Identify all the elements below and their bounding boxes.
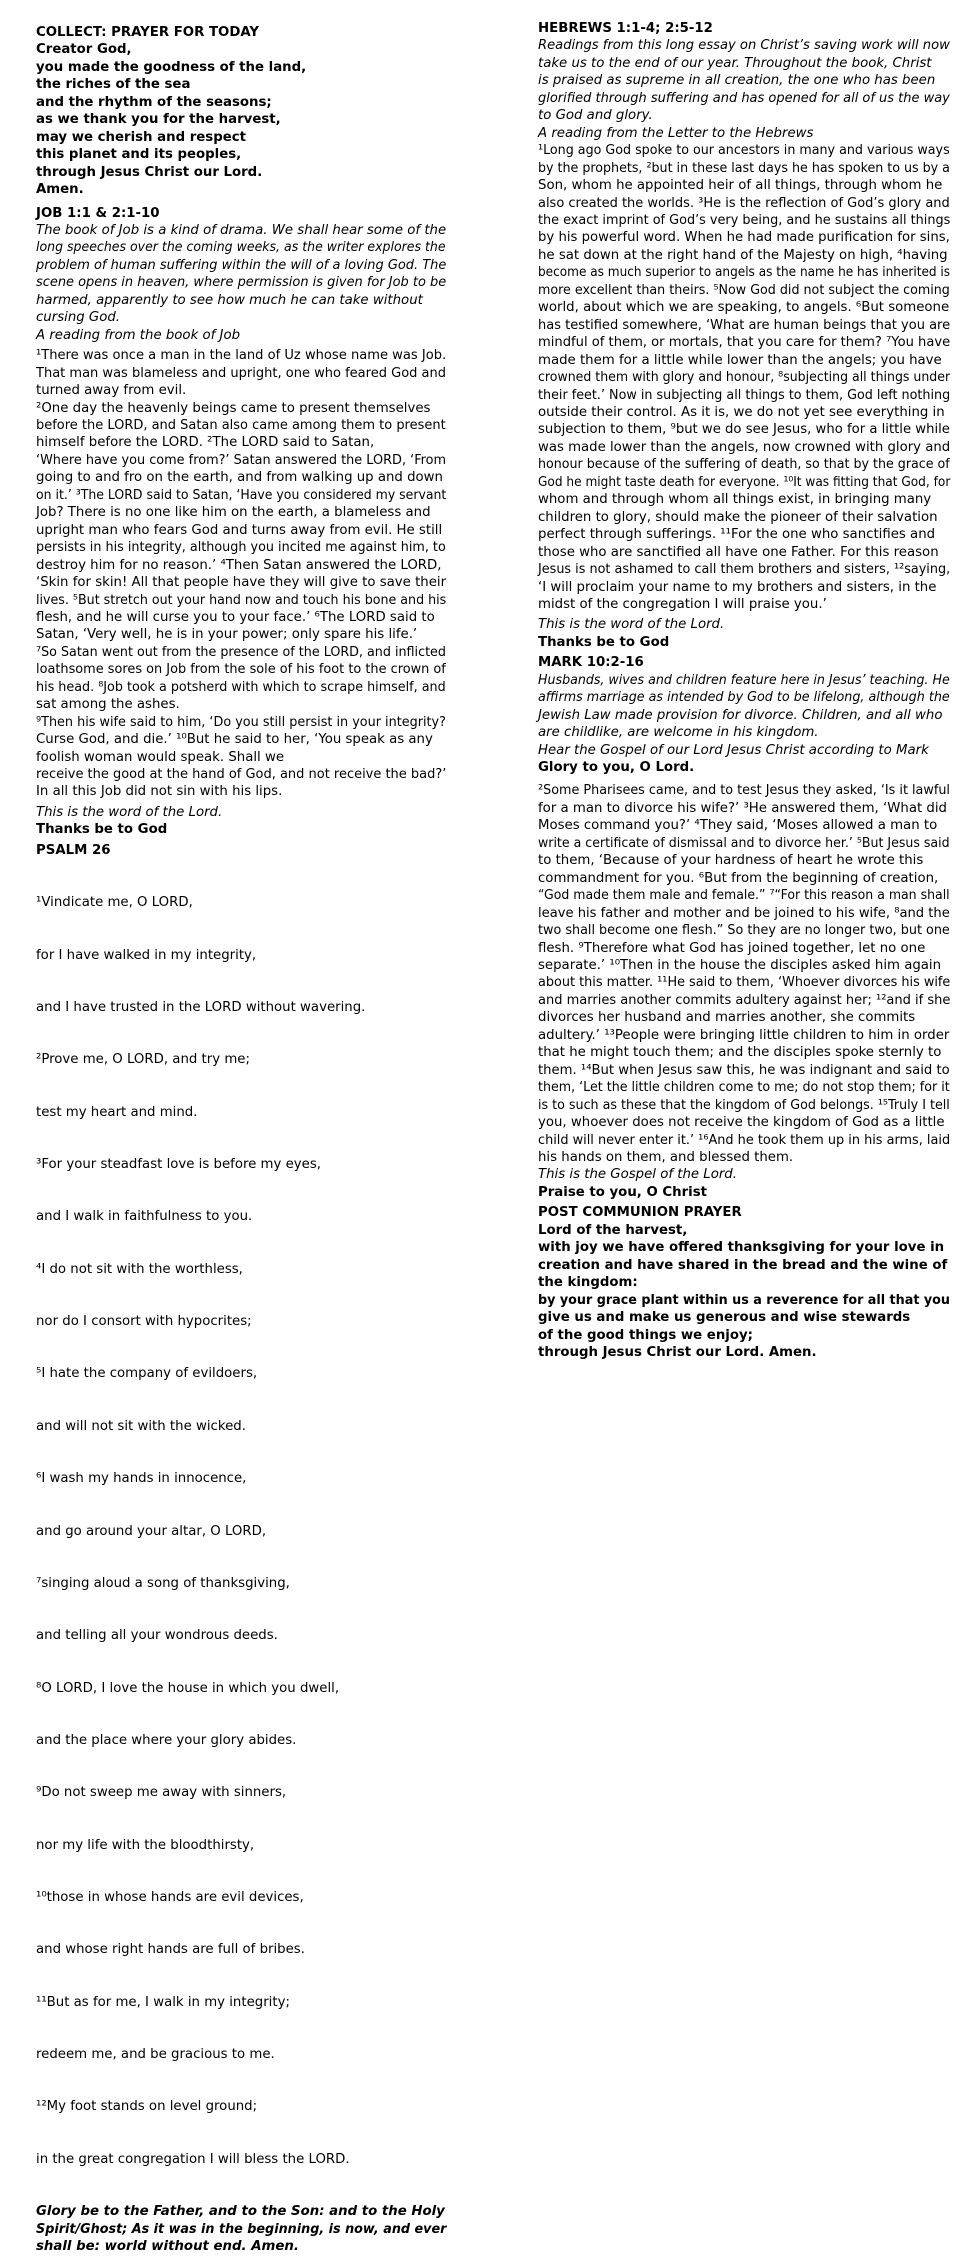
reading-line: separate.’ ¹⁰Then in the house the disciples asked him again xyxy=(538,958,942,974)
reading-line: flesh, and he will curse you to your face.’ ⁶The LORD said to xyxy=(36,609,435,625)
psalm-line: ¹Vindicate me, O LORD, xyxy=(36,895,193,911)
prayer-line: through Jesus Christ our Lord. xyxy=(36,164,263,180)
collect-section xyxy=(36,24,446,199)
reading-line: is to such as these that the kingdom of God belongs. ¹⁵Truly I tell xyxy=(538,1097,950,1113)
reading-line: honour because of the suffering of death, so that by the grace of xyxy=(538,457,950,473)
reading-line: foolish woman would speak. Shall we xyxy=(36,749,285,765)
psalm-line: test my heart and mind. xyxy=(36,1104,198,1120)
intro-line: problem of human suffering within the will of a loving God. The xyxy=(36,257,447,273)
reading-line: you, whoever does not receive the kingdom of God as a little xyxy=(538,1115,945,1131)
gloria-line: shall be: world without end. Amen. xyxy=(36,2239,299,2255)
reading-line: has testified somewhere, ‘What are human beings that you are xyxy=(538,317,951,333)
reading-line: the exact imprint of God’s very being, and he sustains all things xyxy=(538,212,951,228)
reading-line: before the LORD, and Satan also came among them to present xyxy=(36,417,446,433)
reading-line: also created the worlds. ³He is the reflection of God’s glory and xyxy=(538,195,950,211)
psalm-line: redeem me, and be gracious to me. xyxy=(36,2047,275,2063)
reading-line: made them for a little while lower than the angels; you have xyxy=(538,352,942,368)
intro-line: Readings from this long essay on Christ’s saving work will now xyxy=(538,38,950,54)
reading-line: flesh. ⁹Therefore what God has joined together, let no one xyxy=(538,940,926,956)
psalm-section xyxy=(36,842,446,2256)
reading-line: more excellent than theirs. ⁵Now God did not subject the coming xyxy=(538,282,950,298)
reading-line: become as much superior to angels as the name he has inherited is xyxy=(538,265,951,281)
prayer-line: Creator God, xyxy=(36,42,132,58)
reading-line: he sat down at the right hand of the Majesty on high, ⁴having xyxy=(538,247,948,263)
intro-line: to God and glory. xyxy=(538,108,653,124)
post-communion-heading: POST COMMUNION PRAYER xyxy=(538,1205,742,1221)
intro-line: Jewish Law made provision for divorce. Children, and all who xyxy=(538,707,943,723)
intro-line: are childlike, are welcome in his kingdom. xyxy=(538,725,819,741)
psalm-text xyxy=(36,859,446,2203)
psalm-line: ⁸O LORD, I love the house in which you dwell, xyxy=(36,1680,340,1696)
reading-line: Curse God, and die.’ ¹⁰But he said to her, ‘You speak as any xyxy=(36,732,433,748)
reading-line: ‘Skin for skin! All that people have they will give to save their xyxy=(36,575,447,591)
intro-line: scene opens in heaven, where permission is given for Job to be xyxy=(36,275,447,291)
reading-line: their feet.’ Now in subjecting all things to them, God left nothing xyxy=(538,387,951,403)
mark-section xyxy=(538,654,950,1201)
psalm-line: and I walk in faithfulness to you. xyxy=(36,1209,253,1225)
reading-line: midst of the congregation I will praise you.’ xyxy=(538,596,827,612)
reading-line: outside their control. As it is, we do not yet see everything in xyxy=(538,404,945,420)
psalm-line: ⁷singing aloud a song of thanksgiving, xyxy=(36,1575,290,1591)
reading-line: by the prophets, ²but in these last days he has spoken to us by a xyxy=(538,160,950,176)
psalm-line: and will not sit with the wicked. xyxy=(36,1418,246,1434)
reading-line: commandment for you. ⁶But from the beginning of creation, xyxy=(538,870,939,886)
job-announce: A reading from the book of Job xyxy=(36,327,241,343)
reading-line: In all this Job did not sin with his lips. xyxy=(36,784,283,800)
psalm-line: ²Prove me, O LORD, and try me; xyxy=(36,1052,250,1068)
reading-line: children to glory, should make the pioneer of their salvation xyxy=(538,509,938,525)
reading-line: sat among the ashes. xyxy=(36,697,180,713)
psalm-line: ¹⁰those in whose hands are evil devices, xyxy=(36,1890,304,1906)
reading-line: ⁹Then his wife said to him, ‘Do you still persist in your integrity? xyxy=(36,714,446,730)
prayer-line: give us and make us generous and wise stewards xyxy=(538,1310,911,1326)
mark-gospel-text xyxy=(538,782,950,1166)
job-reading-text xyxy=(36,347,446,801)
reading-line: them, ‘Let the little children come to me; do not stop them; for it xyxy=(538,1080,950,1096)
reading-line: ²Some Pharisees came, and to test Jesus they asked, ‘Is it lawful xyxy=(538,783,950,799)
prayer-line: the riches of the sea xyxy=(36,77,191,93)
collect-prayer xyxy=(36,41,446,198)
reading-line: on it.’ ³The LORD said to Satan, ‘Have you considered my servant xyxy=(36,487,447,503)
left-column xyxy=(36,24,446,2256)
psalm-line: ³For your steadfast love is before my eyes, xyxy=(36,1157,321,1172)
gloria-line: Spirit/Ghost; As it was in the beginning, is now, and ever xyxy=(36,2221,447,2237)
mark-intro xyxy=(538,672,950,759)
reading-line: about this matter. ¹¹He said to them, ‘Whoever divorces his wife xyxy=(538,975,951,991)
post-communion-section xyxy=(538,1204,950,1361)
hebrews-reading-text xyxy=(538,142,950,613)
reading-line: ¹Long ago God spoke to our ancestors in many and various ways xyxy=(538,143,950,159)
job-heading: JOB 1:1 & 2:1-10 xyxy=(36,205,160,221)
reading-line: Son, whom he appointed heir of all things, through whom he xyxy=(538,178,943,194)
intro-line: harmed, apparently to see how much he can take without xyxy=(36,292,423,308)
prayer-line: of the good things we enjoy; xyxy=(538,1327,753,1343)
reading-line: his head. ⁸Job took a potsherd with which to scrape himself, and xyxy=(36,679,446,695)
mark-heading: MARK 10:2-16 xyxy=(538,655,644,671)
psalm-line: ⁴I do not sit with the worthless, xyxy=(36,1261,243,1277)
psalm-line: nor do I consort with hypocrites; xyxy=(36,1314,252,1330)
right-column xyxy=(538,20,950,1361)
prayer-line: Lord of the harvest, xyxy=(538,1222,688,1238)
reading-line: child will never enter it.’ ¹⁶And he took them up in his arms, laid xyxy=(538,1132,951,1148)
intro-line: affirms marriage as intended by God to be lifelong, although the xyxy=(538,690,950,706)
job-section xyxy=(36,205,446,839)
mark-close: This is the Gospel of the Lord. xyxy=(538,1167,737,1183)
reading-line: those who are sanctified all have one Father. For this reason xyxy=(538,544,939,560)
prayer-line: creation and have shared in the bread and the wine of xyxy=(538,1257,948,1273)
psalm-line: and telling all your wondrous deeds. xyxy=(36,1628,278,1644)
psalm-line: nor my life with the bloodthirsty, xyxy=(36,1837,255,1853)
reading-line: that he might touch them; and the disciples spoke sternly to xyxy=(538,1045,942,1061)
reading-line: persists in his integrity, although you incited me against him, to xyxy=(36,540,446,556)
psalm-line: ¹²My foot stands on level ground; xyxy=(36,2099,258,2115)
job-response: Thanks be to God xyxy=(36,822,168,838)
intro-line: The book of Job is a kind of drama. We shall hear some of the xyxy=(36,222,447,238)
reading-line: destroy him for no reason.’ ⁴Then Satan answered the LORD, xyxy=(36,557,442,573)
reading-line: God he might taste death for everyone. ¹⁰It was fitting that God, for xyxy=(538,474,951,490)
reading-line: two shall become one flesh.” So they are no longer two, but one xyxy=(538,923,950,939)
hebrews-heading: HEBREWS 1:1-4; 2:5-12 xyxy=(538,21,713,36)
reading-line: adultery.’ ¹³People were bringing little children to him in order xyxy=(538,1027,950,1043)
intro-line: is praised as supreme in all creation, the one who has been xyxy=(538,73,936,89)
psalm-line: ⁵I hate the company of evildoers, xyxy=(36,1366,258,1382)
psalm-line: and the place where your glory abides. xyxy=(36,1732,297,1748)
prayer-line: through Jesus Christ our Lord. Amen. xyxy=(538,1344,817,1360)
reading-line: receive the good at the hand of God, and not receive the bad?’ xyxy=(36,767,447,783)
reading-line: perfect through sufferings. ¹¹For the one who sanctifies and xyxy=(538,527,936,543)
reading-line: Job? There is no one like him on the earth, a blameless and xyxy=(36,505,431,521)
reading-line: “God made them male and female.” ⁷“For this reason a man shall xyxy=(538,888,950,904)
reading-line: subjection to them, ⁹but we do see Jesus, who for a little while xyxy=(538,422,950,438)
mark-acclaim: Glory to you, O Lord. xyxy=(538,760,695,776)
intro-line: Husbands, wives and children feature here in Jesus’ teaching. He xyxy=(538,672,950,688)
psalm-line: for I have walked in my integrity, xyxy=(36,947,257,963)
prayer-line: by your grace plant within us a reverence for all that you xyxy=(538,1292,950,1308)
reading-line: turned away from evil. xyxy=(36,383,187,399)
psalm-heading: PSALM 26 xyxy=(36,842,111,858)
psalm-line: and whose right hands are full of bribes. xyxy=(36,1942,305,1958)
reading-line: loathsome sores on Job from the sole of his foot to the crown of xyxy=(36,662,446,678)
reading-line: That man was blameless and upright, one who feared God and xyxy=(36,365,447,381)
intro-line: glorified through suffering and has opened for all of us the way xyxy=(538,90,950,106)
reading-line: upright man who fears God and turns away from evil. He still xyxy=(36,522,443,538)
reading-line: divorces her husband and marries another, she commits xyxy=(538,1010,916,1026)
intro-line: cursing God. xyxy=(36,310,121,326)
reading-line: and marries another commits adultery against her; ¹²and if she xyxy=(538,992,951,1008)
intro-line: Hear the Gospel of our Lord Jesus Christ according to Mark xyxy=(538,742,929,758)
reading-line: ‘I will proclaim your name to my brothers and sisters, in the xyxy=(538,579,937,595)
psalm-line: ⁶I wash my hands in innocence, xyxy=(36,1471,247,1487)
collect-heading: COLLECT: PRAYER FOR TODAY xyxy=(36,25,260,40)
post-communion-prayer xyxy=(538,1222,950,1362)
prayer-line: may we cherish and respect xyxy=(36,129,246,145)
reading-line: to them, ‘Because of your hardness of heart he wrote this xyxy=(538,853,924,869)
gloria-patri xyxy=(36,2203,446,2255)
job-intro xyxy=(36,222,446,327)
reading-line: ‘Where have you come from?’ Satan answered the LORD, ‘From xyxy=(36,452,447,468)
reading-line: by his powerful word. When he had made purification for sins, xyxy=(538,230,950,246)
reading-line: going to and fro on the earth, and from walking up and down xyxy=(36,470,443,486)
psalm-line: ⁹Do not sweep me away with sinners, xyxy=(36,1785,287,1801)
reading-line: mindful of them, or mortals, that you care for them? ⁷You have xyxy=(538,335,951,351)
reading-line: ¹There was once a man in the land of Uz whose name was Job. xyxy=(36,348,447,364)
mark-response: Praise to you, O Christ xyxy=(538,1184,708,1200)
reading-line: whom and through whom all things exist, in bringing many xyxy=(538,492,932,508)
reading-line: write a certificate of dismissal and to divorce her.’ ⁵But Jesus said xyxy=(538,835,950,851)
reading-line: was made lower than the angels, now crowned with glory and xyxy=(538,439,951,455)
reading-line: his hands on them, and blessed them. xyxy=(538,1150,794,1165)
hebrews-close: This is the word of the Lord. xyxy=(538,617,725,633)
reading-line: Moses command you?’ ⁴They said, ‘Moses allowed a man to xyxy=(538,818,938,834)
reading-line: ²One day the heavenly beings came to present themselves xyxy=(36,400,431,416)
psalm-line: ¹¹But as for me, I walk in my integrity; xyxy=(36,1994,290,2010)
reading-line: himself before the LORD. ²The LORD said to Satan, xyxy=(36,435,375,451)
prayer-line: you made the goodness of the land, xyxy=(36,59,307,75)
hebrews-intro xyxy=(538,37,950,124)
prayer-line: this planet and its peoples, xyxy=(36,147,242,163)
psalm-line: in the great congregation I will bless the LORD. xyxy=(36,2151,350,2167)
reading-line: them. ¹⁴But when Jesus saw this, he was indignant and said to xyxy=(538,1062,950,1078)
hebrews-response: Thanks be to God xyxy=(538,634,670,650)
prayer-line: Amen. xyxy=(36,182,84,198)
intro-line: long speeches over the coming weeks, as the writer explores the xyxy=(36,240,446,256)
intro-line: take us to the end of our year. Throughout the book, Christ xyxy=(538,55,932,71)
reading-line: ⁷So Satan went out from the presence of the LORD, and inflicted xyxy=(36,644,446,660)
reading-line: Jesus is not ashamed to call them brothers and sisters, ¹²saying, xyxy=(538,562,951,578)
reading-line: leave his father and mother and be joined to his wife, ⁸and the xyxy=(538,905,950,921)
job-close: This is the word of the Lord. xyxy=(36,804,223,820)
gloria-line: Glory be to the Father, and to the Son: and to the Holy xyxy=(36,2204,445,2220)
prayer-line: the kingdom: xyxy=(538,1275,638,1291)
reading-line: for a man to divorce his wife?’ ³He answered them, ‘What did xyxy=(538,800,947,816)
reading-line: crowned them with glory and honour, ⁸subjecting all things under xyxy=(538,370,951,386)
psalm-line: and go around your altar, O LORD, xyxy=(36,1523,267,1539)
reading-line: lives. ⁵But stretch out your hand now and touch his bone and his xyxy=(36,592,447,608)
hebrews-section xyxy=(538,20,950,651)
prayer-line: with joy we have offered thanksgiving for your love in xyxy=(538,1240,945,1256)
psalm-line: and I have trusted in the LORD without wavering. xyxy=(36,999,366,1015)
prayer-line: as we thank you for the harvest, xyxy=(36,112,281,128)
reading-line: Satan, ‘Very well, he is in your power; only spare his life.’ xyxy=(36,627,418,643)
prayer-line: and the rhythm of the seasons; xyxy=(36,94,272,110)
hebrews-announce: A reading from the Letter to the Hebrews xyxy=(538,125,814,141)
reading-line: world, about which we are speaking, to angels. ⁶But someone xyxy=(538,300,950,316)
